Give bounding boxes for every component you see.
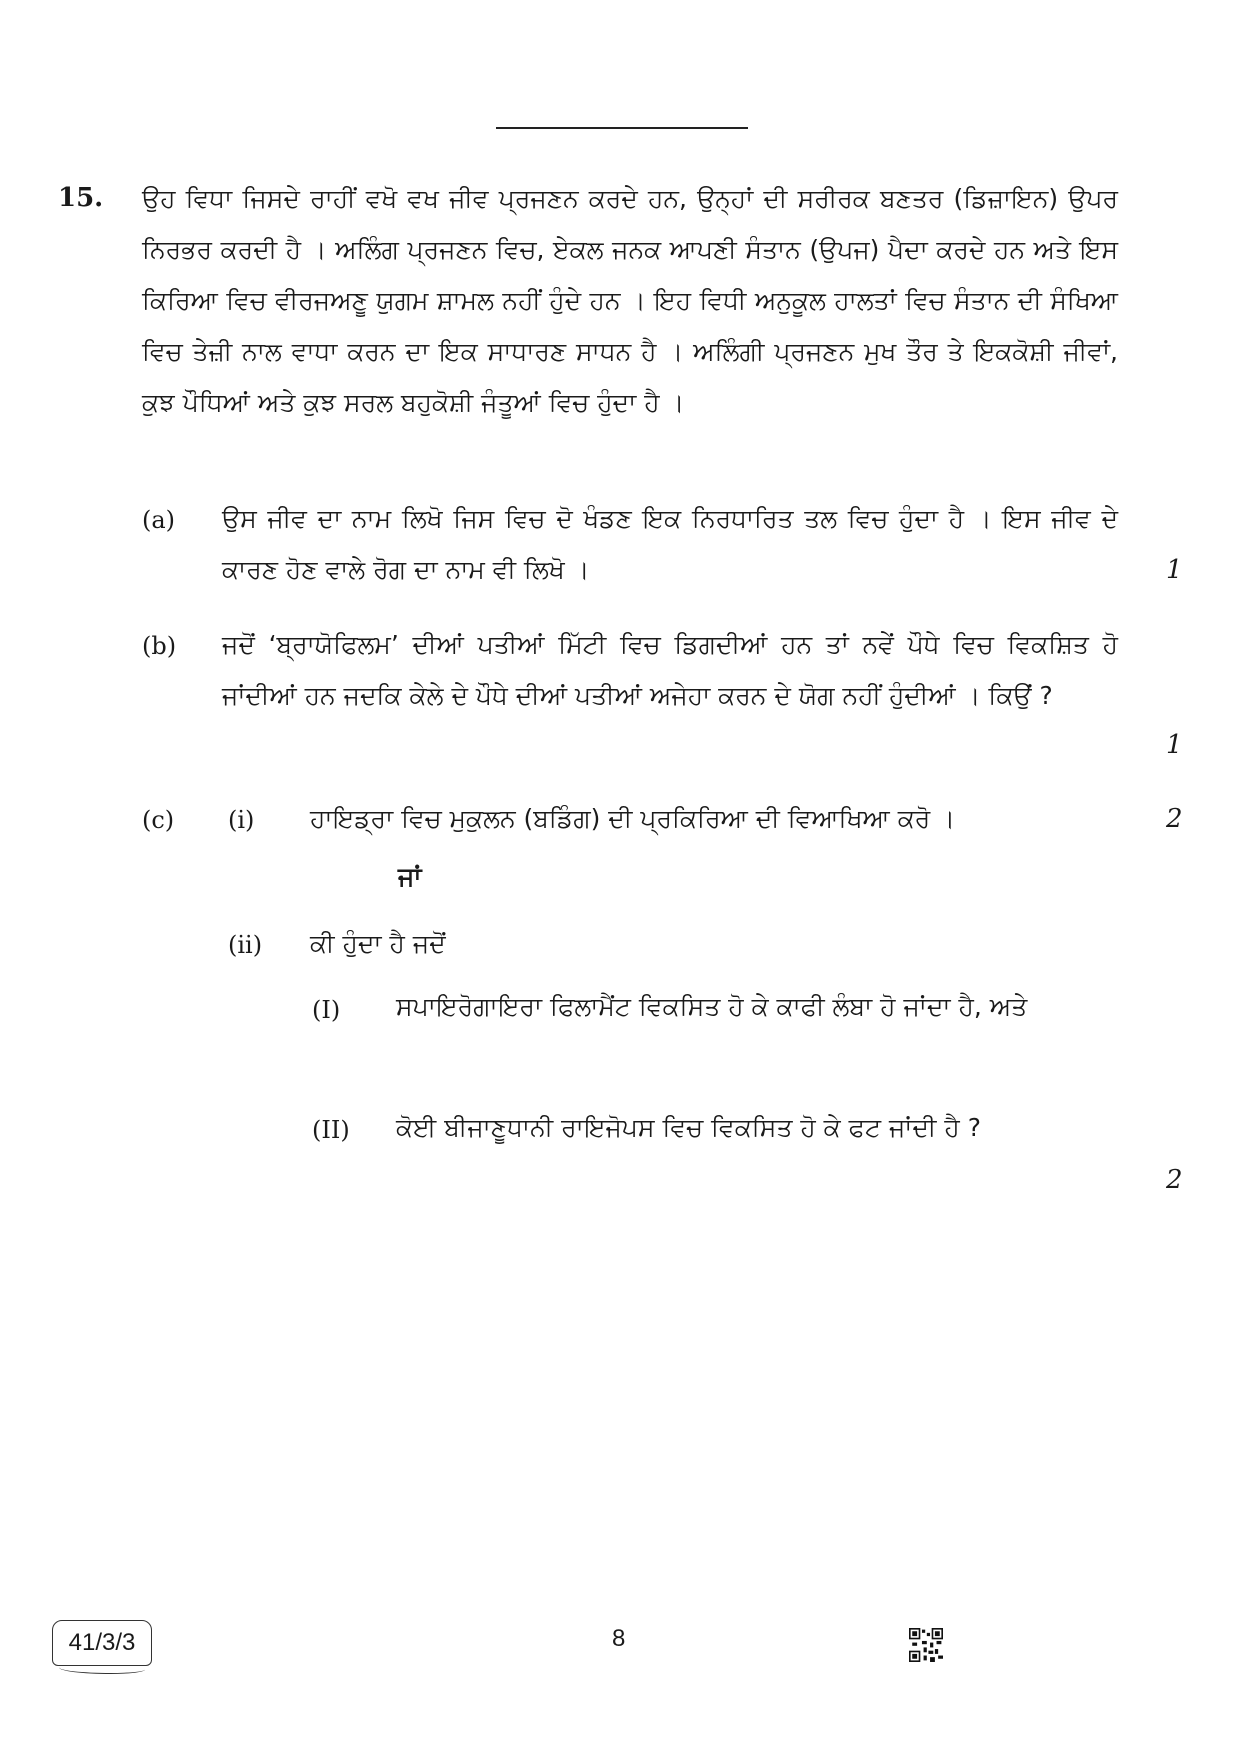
- part-b-marks: 1: [1166, 730, 1183, 760]
- part-c-i-label: (i): [228, 806, 255, 834]
- part-c-ii-I-text: ਸਪਾਇਰੋਗਾਇਰਾ ਫਿਲਾਮੈਂਟ ਵਿਕਸਿਤ ਹੋ ਕੇ ਕਾਫੀ ਲੰਬਾ ਹੋ ਜਾਂਦਾ ਹੈ, ਅਤੇ: [396, 992, 1028, 1021]
- part-c-ii-label: (ii): [228, 931, 263, 959]
- question-number: 15.: [58, 183, 104, 213]
- part-c-ii-II-text: ਕੋਈ ਬੀਜਾਣੂਧਾਨੀ ਰਾਇਜੋਪਸ ਵਿਚ ਵਿਕਸਿਤ ਹੋ ਕੇ ਫਟ ਜਾਂਦੀ ਹੈ ?: [396, 1113, 981, 1142]
- or-word: ਜਾਂ: [398, 862, 422, 891]
- part-c-ii-marks: 2: [1166, 1165, 1183, 1195]
- part-c-ii-text: ਕੀ ਹੁੰਦਾ ਹੈ ਜਦੋਂ: [310, 929, 446, 958]
- part-c-ii-I-label: (I): [312, 996, 341, 1024]
- part-a-text: ਉਸ ਜੀਵ ਦਾ ਨਾਮ ਲਿਖੋ ਜਿਸ ਵਿਚ ਦੋ ਖੰਡਣ ਇਕ ਨਿਰਧਾਰਿਤ ਤਲ ਵਿਚ ਹੁੰਦਾ ਹੈ । ਇਸ ਜੀਵ ਦੇ ਕਾਰਣ ਹੋਣ ਵਾਲੇ ਰੋਗ ਦਾ ਨਾਮ ਵੀ ਲਿਖੋ ।: [222, 504, 1118, 584]
- part-b-label: (b): [142, 632, 177, 660]
- part-a-label: (a): [142, 506, 176, 534]
- paper-code-box: [52, 1620, 152, 1666]
- part-c-i-text: ਹਾਇਡ੍ਰਾ ਵਿਚ ਮੁਕੁਲਨ (ਬਡਿੰਗ) ਦੀ ਪ੍ਰਕਿਰਿਆ ਦੀ ਵਿਆਖਿਆ ਕਰੋ ।: [310, 804, 956, 833]
- part-a-marks: 1: [1166, 555, 1183, 585]
- paper-code: 41/3/3: [68, 1629, 136, 1656]
- part-c-label: (c): [142, 806, 175, 834]
- qr-code-icon: [909, 1628, 943, 1662]
- part-b-text: ਜਦੋਂ ‘ਬ੍ਰਾਯੋਫਿਲਮ’ ਦੀਆਂ ਪਤੀਆਂ ਮਿੱਟੀ ਵਿਚ ਡਿਗਦੀਆਂ ਹਨ ਤਾਂ ਨਵੇਂ ਪੌਧੇ ਵਿਚ ਵਿਕਸ਼ਿਤ ਹੋ ਜਾਂਦੀਆਂ ਹਨ ਜਦਕਿ ਕੇਲੇ ਦੇ ਪੌਧੇ ਦੀਆਂ ਪਤੀਆਂ ਅਜੇਹਾ ਕਰਨ ਦੇ ਯੋਗ ਨਹੀਂ ਹੁੰਦੀਆਂ । ਕਿਉਂ ?: [222, 630, 1118, 710]
- top-divider: [496, 127, 748, 129]
- part-c-i-marks: 2: [1166, 804, 1183, 834]
- page-number: 8: [612, 1625, 626, 1652]
- question-intro: ਉਹ ਵਿਧਾ ਜਿਸਦੇ ਰਾਹੀਂ ਵਖੋ ਵਖ ਜੀਵ ਪ੍ਰਜਣਨ ਕਰਦੇ ਹਨ, ਉਨ੍ਹਾਂ ਦੀ ਸਰੀਰਕ ਬਣਤਰ (ਡਿਜ਼ਾਇਨ) ਉਪਰ ਨਿਰਭਰ ਕਰਦੀ ਹੈ । ਅਲਿੰਗ ਪ੍ਰਜਣਨ ਵਿਚ, ਏਕਲ ਜਨਕ ਆਪਣੀ ਸੰਤਾਨ (ਉਪਜ) ਪੈਦਾ ਕਰਦੇ ਹਨ ਅਤੇ ਇਸ ਕਿਰਿਆ ਵਿਚ ਵੀਰਜਅਣੂ ਯੁਗਮ ਸ਼ਾਮਲ ਨਹੀਂ ਹੁੰਦੇ ਹਨ । ਇਹ ਵਿਧੀ ਅਨੁਕੂਲ ਹਾਲਤਾਂ ਵਿਚ ਸੰਤਾਨ ਦੀ ਸੰਖਿਆ ਵਿਚ ਤੇਜ਼ੀ ਨਾਲ ਵਾਧਾ ਕਰਨ ਦਾ ਇਕ ਸਾਧਾਰਣ ਸਾਧਨ ਹੈ । ਅਲਿੰਗੀ ਪ੍ਰਜਣਨ ਮੁਖ ਤੌਰ ਤੇ ਇਕਕੋਸ਼ੀ ਜੀਵਾਂ, ਕੁਝ ਪੌਧਿਆਂ ਅਤੇ ਕੁਝ ਸਰਲ ਬਹੁਕੋਸ਼ੀ ਜੰਤੂਆਂ ਵਿਚ ਹੁੰਦਾ ਹੈ ।: [142, 184, 1118, 417]
- part-c-ii-II-label: (II): [312, 1116, 350, 1144]
